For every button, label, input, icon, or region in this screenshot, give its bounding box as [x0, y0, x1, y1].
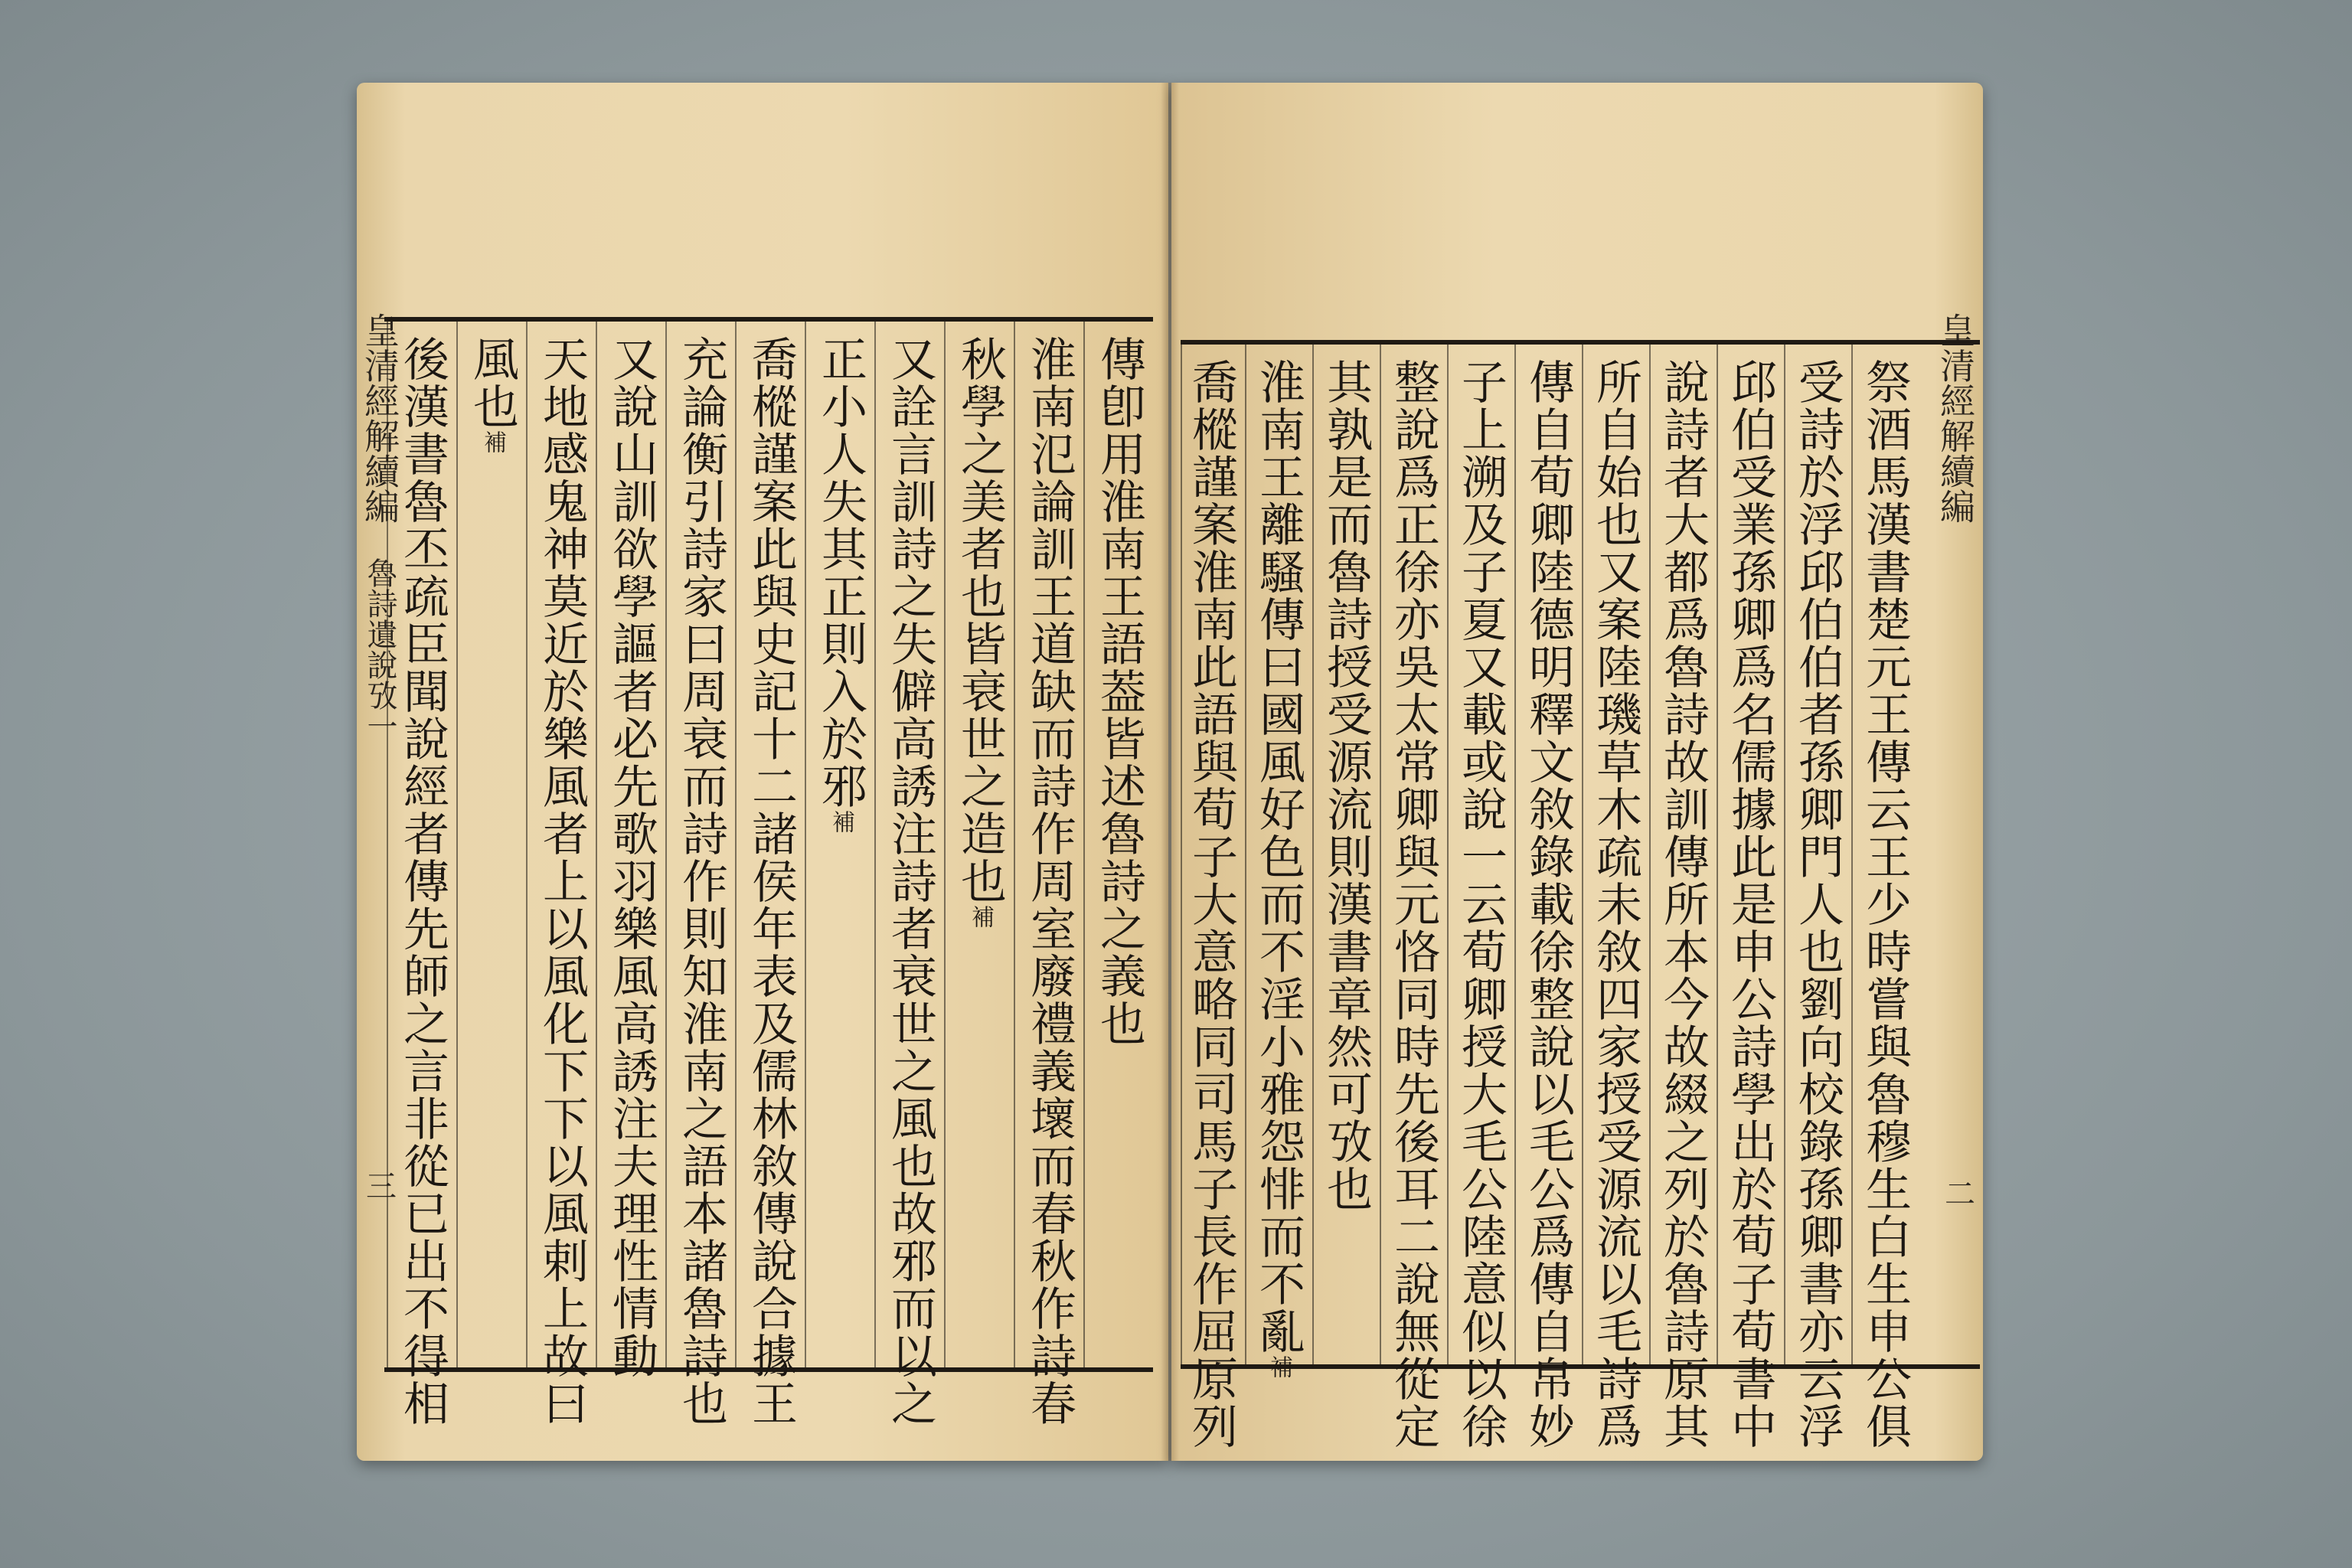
left-column-4: 又詮言訓詩之失僻高誘注詩者衰世之風也故邪而以之 — [874, 322, 944, 1367]
left-column-3: 秋學之美者也皆衰世之造也補 — [944, 322, 1014, 1367]
right-column-6: 傳自荀卿陸德明釋文敘錄載徐整說以毛公爲傳自帛妙 — [1514, 345, 1582, 1364]
left-column-2: 淮南氾論訓王道缺而詩作周室廢禮義壞而春秋作詩春 — [1014, 322, 1083, 1367]
left-column-8: 又說山訓欲學謳者必先歌羽樂風高誘注夫理性情動 — [596, 322, 665, 1367]
left-column-7: 充論衡引詩家曰周衰而詩作則知淮南之語本諸魯詩也 — [665, 322, 735, 1367]
left-column-11: 後漢書魯丕疏臣聞說經者傳先師之言非從已出不得相 — [387, 322, 456, 1367]
left-column-1: 傳卽用淮南王語葢皆述魯詩之義也 — [1083, 322, 1153, 1367]
right-margin-title: 皇清經解續編 — [1935, 312, 1976, 524]
right-column-11: 喬樅謹案淮南此語與荀子大意略同司馬子長作屈原列 — [1181, 345, 1245, 1364]
right-column-5: 所自始也又案陸璣草木疏未敘四家授受源流以毛詩爲 — [1582, 345, 1649, 1364]
book-gutter — [1161, 83, 1179, 1461]
left-column-9: 天地感鬼神莫近於樂風者上以風化下下以風剌上故曰 — [526, 322, 596, 1367]
right-text-frame — [1181, 340, 1980, 1450]
right-column-2: 受詩於浮邱伯伯者孫卿門人也劉向校錄孫卿書亦云浮 — [1784, 345, 1851, 1364]
left-column-5: 正小人失其正則入於邪補 — [805, 322, 874, 1367]
right-column-3: 邱伯受業孫卿爲名儒據此是申公詩學出於荀子荀書中 — [1717, 345, 1784, 1364]
right-column-8: 整說爲正徐亦吳太常卿與元恪同時先後耳二說無從定 — [1380, 345, 1447, 1364]
left-margin-subtitle: 魯詩遺說攷一 — [362, 557, 397, 741]
right-column-7: 子上溯及子夏又載或說一云荀卿授大毛公陸意似以徐 — [1447, 345, 1514, 1364]
left-page — [357, 83, 1168, 1461]
right-column-9: 其孰是而魯詩授受源流則漢書章然可攷也 — [1312, 345, 1380, 1364]
right-column-10: 淮南王離騷傳曰國風好色而不淫小雅怨悱而不亂補 — [1245, 345, 1312, 1364]
right-folio: 二 — [1945, 1177, 1975, 1212]
right-column-4: 說詩者大都爲魯詩故訓傳所本今故綴之列於魯詩原其 — [1649, 345, 1717, 1364]
open-book — [357, 83, 1983, 1461]
left-text-frame — [384, 317, 1153, 1427]
left-column-10: 風也補 — [456, 322, 526, 1367]
left-folio: 三 — [366, 1169, 397, 1204]
left-column-6: 喬樅謹案此與史記十二諸侯年表及儒林敘傳說合據王 — [735, 322, 805, 1367]
right-column-1: 祭酒馬漢書楚元王傳云王少時嘗與魯穆生白生申公俱 — [1851, 345, 1919, 1364]
left-margin-title: 皇清經解續編 — [359, 312, 400, 524]
